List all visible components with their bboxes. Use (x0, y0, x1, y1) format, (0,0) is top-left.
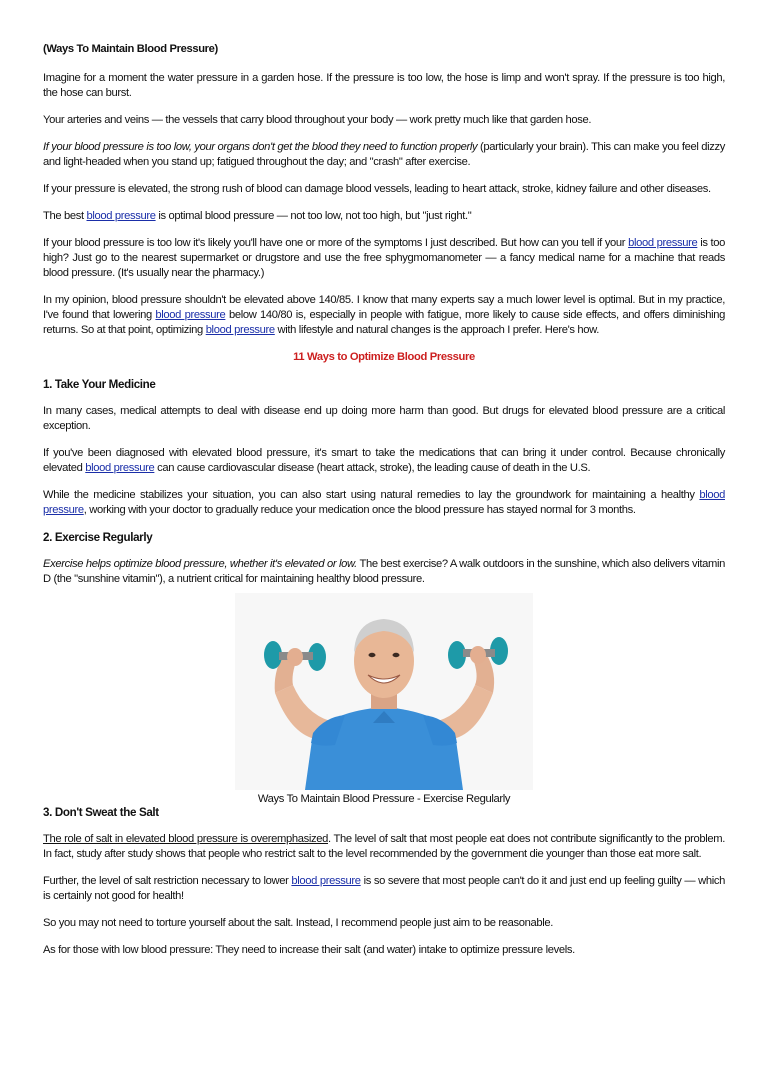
text: If your blood pressure is too low it's likely you'll have one or more of the symptoms I just described. But how can you tell if your (43, 237, 629, 249)
blood-pressure-link[interactable]: blood pressure (43, 489, 725, 516)
text: The best (43, 210, 87, 222)
blood-pressure-link[interactable]: blood pressure (205, 324, 275, 336)
paragraph-elevated: If your pressure is elevated, the strong rush of blood can damage blood vessels, leading to heart attack, stroke, kidney failure and other diseases. (43, 183, 711, 195)
blood-pressure-link[interactable]: blood pressure (628, 237, 698, 249)
paragraph-garden-hose: Imagine for a moment the water pressure in a garden hose. If the pressure is too low, the hose is limp and won't spray. If the pressure is too high, the hose can burst. (43, 72, 725, 99)
text: . The level of salt that most people eat does not contribute significantly to the problem. In fact, study after study shows that people who restrict salt to the level recommended by the government die younger than those eat more salt. (43, 833, 725, 860)
underlined-claim: The role of salt in elevated blood pressure is overemphasized (43, 833, 328, 845)
document-page (43, 42, 725, 970)
paragraph-opinion (43, 293, 725, 338)
text: is optimal blood pressure — not too low, not too high, but "just right." (155, 210, 472, 222)
text: The best exercise? A walk outdoors in the sunshine, which also delivers vitamin D (the "sunshine vitamin"), a nutrient critical for maintaining healthy blood pressure. (43, 558, 725, 585)
paragraph-arteries: Your arteries and veins — the vessels that carry blood throughout your body — work pretty much like that garden hose. (43, 114, 592, 126)
exercise-figure (43, 593, 725, 807)
figure-caption: Ways To Maintain Blood Pressure - Exercise Regularly (257, 793, 511, 805)
text: In my opinion, blood pressure shouldn't be elevated above 140/85. I know that many experts say a much lower level is optimal. But in my practice, I've found that lowering (43, 294, 725, 321)
paragraph-torture: So you may not need to torture yourself about the salt. Instead, I recommend people just aim to be reasonable. (43, 917, 554, 929)
text: below 140/80 is, especially in people with fatigue, more likely to cause side effects, and offers diminishing returns. So at that point, optimizing (43, 309, 725, 336)
blood-pressure-link[interactable]: blood pressure (291, 875, 361, 887)
paragraph-medical-attempts: In many cases, medical attempts to deal with disease end up doing more harm than good. But drugs for elevated blood pressure are a critical exception. (43, 405, 725, 432)
paragraph-salt-role (43, 832, 725, 862)
paragraph-diagnosed (43, 446, 725, 476)
paragraph-low-pressure (43, 140, 725, 170)
text: If you've been diagnosed with elevated blood pressure, it's smart to take the medications that can bring it under control. Because chronically elevated (43, 447, 725, 474)
text: with lifestyle and natural changes is the approach I prefer. Here's how. (274, 324, 600, 336)
section-title-medicine: 1. Take Your Medicine (43, 378, 156, 391)
paragraph-exercise (43, 557, 725, 587)
paragraph-best (43, 209, 725, 224)
man-lifting-dumbbells-image (235, 593, 533, 790)
section-heading-red: 11 Ways to Optimize Blood Pressure (293, 351, 475, 363)
paragraph-salt-restriction (43, 874, 725, 904)
blood-pressure-link[interactable]: blood pressure (85, 462, 155, 474)
document-title: (Ways To Maintain Blood Pressure) (43, 43, 218, 55)
section-title-salt: 3. Don't Sweat the Salt (43, 806, 159, 819)
text: Further, the level of salt restriction necessary to lower (43, 875, 292, 887)
text: can cause cardiovascular disease (heart attack, stroke), the leading cause of death in the U.S. (154, 462, 591, 474)
text: is too high? Just go to the nearest supermarket or drugstore and use the free sphygmomanometer — a fancy medical name for a machine that reads blood pressure. (It's usually near the pharmacy.) (43, 237, 725, 279)
blood-pressure-link[interactable]: blood pressure (155, 309, 226, 321)
text: , working with your doctor to gradually reduce your medication once the blood pressure has stayed normal for 3 months. (83, 504, 636, 516)
paragraph-stabilizes (43, 488, 725, 518)
text: While the medicine stabilizes your situation, you can also start using natural remedies to lay the groundwork for maintaining a healthy (43, 489, 700, 501)
italic-text: If your blood pressure is too low, your organs don't get the blood they need to function properly (43, 141, 478, 153)
paragraph-low-bp-salt: As for those with low blood pressure: They need to increase their salt (and water) intake to optimize pressure levels. (43, 944, 575, 956)
text: (particularly your brain). This can make you feel dizzy and light-headed when you stand up; fatigued throughout the day; and "crash" after exercise. (43, 141, 725, 168)
text: is so severe that most people can't do it and just end up feeling guilty — which is certainly not good for health! (43, 875, 726, 902)
paragraph-symptoms (43, 236, 725, 281)
blood-pressure-link[interactable]: blood pressure (86, 210, 156, 222)
italic-text: Exercise helps optimize blood pressure, whether it's elevated or low. (43, 558, 357, 570)
section-title-exercise: 2. Exercise Regularly (43, 531, 153, 544)
